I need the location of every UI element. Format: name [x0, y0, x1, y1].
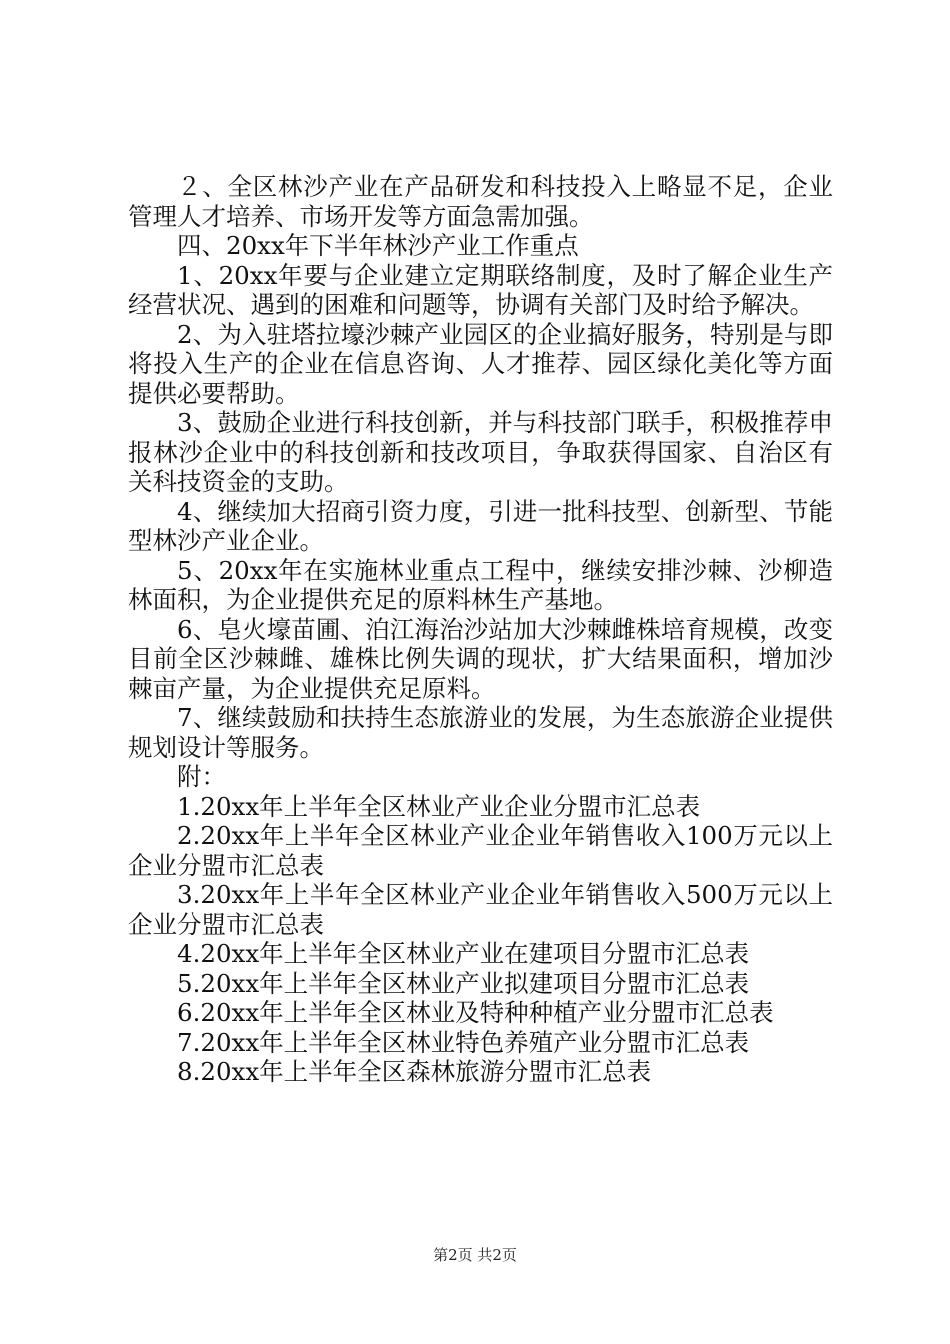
appendix-item: 1.20xx年上半年全区林业产业企业分盟市汇总表 — [177, 791, 701, 821]
paragraph: 2、为入驻塔拉壕沙棘产业园区的企业搞好服务，特别是与即将投入生产的企业在信息咨询、人才推荐、园区绿化美化等方面提供必要帮助。 — [128, 319, 833, 408]
section-heading: 四、20xx年下半年林沙产业工作重点 — [177, 231, 579, 260]
paragraph: 4、继续加大招商引资力度，引进一批科技型、创新型、节能型林沙产业企业。 — [128, 496, 833, 555]
paragraph: 3、鼓励企业进行科技创新，并与科技部门联手，积极推荐申报林沙企业中的科技创新和技改项目，争取获得国家、自治区有关科技资金的支助。 — [128, 408, 833, 496]
page-footer: 第2页 共2页 — [433, 1246, 517, 1264]
paragraph: 6、皂火壕苗圃、泊江海治沙站加大沙棘雌株培育规模，改变目前全区沙棘雌、雄株比例失调的现状，扩大结果面积，增加沙棘亩产量，为企业提供充足原料。 — [128, 614, 833, 703]
paragraph: 7、继续鼓励和扶持生态旅游业的发展，为生态旅游企业提供规划设计等服务。 — [128, 703, 833, 762]
appendix-item: 8.20xx年上半年全区森林旅游分盟市汇总表 — [177, 1057, 652, 1086]
paragraph: ２、全区林沙产业在产品研发和科技投入上略显不足，企业管理人才培养、市场开发等方面急需加强。 — [128, 172, 833, 231]
appendix-item: 3.20xx年上半年全区林业产业企业年销售收入500万元以上企业分盟市汇总表 — [128, 880, 833, 939]
appendix-heading: 附： — [177, 762, 226, 791]
paragraph: 1、20xx年要与企业建立定期联络制度，及时了解企业生产经营状况、遇到的困难和问题等，协调有关部门及时给予解决。 — [128, 260, 833, 319]
appendix-item: 5.20xx年上半年全区林业产业拟建项目分盟市汇总表 — [177, 968, 750, 998]
document-body — [128, 172, 833, 1087]
appendix-item: 2.20xx年上半年全区林业产业企业年销售收入100万元以上企业分盟市汇总表 — [128, 821, 833, 880]
paragraph: 5、20xx年在实施林业重点工程中，继续安排沙棘、沙柳造林面积，为企业提供充足的原料林生产基地。 — [128, 555, 833, 614]
appendix-item: 6.20xx年上半年全区林业及特种种植产业分盟市汇总表 — [177, 998, 774, 1027]
appendix-item: 7.20xx年上半年全区林业特色养殖产业分盟市汇总表 — [177, 1027, 750, 1057]
appendix-item: 4.20xx年上半年全区林业产业在建项目分盟市汇总表 — [177, 939, 750, 968]
